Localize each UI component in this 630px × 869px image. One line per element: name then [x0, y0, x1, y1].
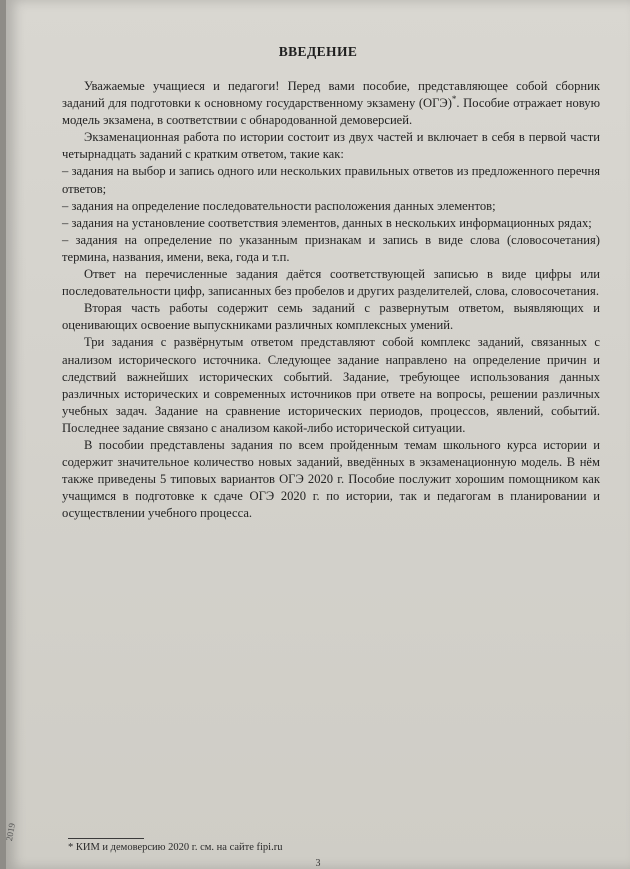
- edge-year-mark: 2019: [4, 822, 17, 842]
- list-item-choice: – задания на выбор и запись одного или нескольких правильных ответов из предложенного перечня ответов;: [62, 164, 600, 196]
- footnote-marker: *: [451, 93, 457, 104]
- footnote: * КИМ и демоверсию 2020 г. см. на сайте fipi.ru: [68, 842, 283, 853]
- page-number: 3: [315, 858, 321, 869]
- page-title: ВВЕДЕНИЕ: [278, 44, 358, 59]
- list-item-term: – задания на определение по указанным признакам и запись в виде слова (словосочетания) термина, названия, имени, века, года и т.п.: [62, 232, 600, 264]
- paragraph-part-two: Вторая часть работы содержит семь заданий с развернутым ответом, выявляющих и оценивающих освоение выпускниками различных комплексных умений.: [62, 301, 600, 333]
- list-item-sequence: – задания на определение последовательности расположения данных элементов;: [62, 198, 496, 213]
- paragraph-intro: Уважаемые учащиеся и педагоги! Перед вами пособие, представляющее собой сборник заданий для подготовки к основному государственному экзамену (ОГЭ)*. Пособие отражает новую модель экзамена, в соответствии с обнародованной демоверсией.: [62, 79, 600, 128]
- list-item-matching: – задания на установление соответствия элементов, данных в нескольких информационных рядах;: [62, 215, 592, 230]
- paragraph-conclusion: В пособии представлены задания по всем пройденным темам школьного курса истории и содержит значительное количество новых заданий, введённых в экзаменационную модель. В нём также приведены 5 типовых вариантов ОГЭ 2020 г. Пособие послужит хорошим помощником как учащимся в подготовке к сдаче ОГЭ 2020 г. по истории, так и педагогам в планировании и осуществлении учебного процесса.: [62, 437, 600, 521]
- paragraph-structure: Экзаменационная работа по истории состоит из двух частей и включает в себя в первой части четырнадцать заданий с кратким ответом, такие как:: [62, 130, 600, 162]
- book-page: [6, 0, 630, 869]
- paragraph-answer-format: Ответ на перечисленные задания даётся соответствующей записью в виде цифры или последовательности цифр, записанных без пробелов и других разделителей, слова, словосочетания.: [62, 267, 600, 299]
- paragraph-extended-tasks: Три задания с развёрнутым ответом представляют собой комплекс заданий, связанных с анализом исторического источника. Следующее задание направлено на определение причин и следствий важнейших исторических событий. Задание, требующее использования данных различных исторических и современных источников при ответе на вопросы, решении различных учебных задач. Задание на сравнение исторических периодов, процессов, явлений, событий. Последнее задание связано с анализом какой-либо исторической ситуации.: [62, 335, 600, 435]
- footnote-divider: [68, 838, 144, 839]
- body-text: [62, 78, 600, 522]
